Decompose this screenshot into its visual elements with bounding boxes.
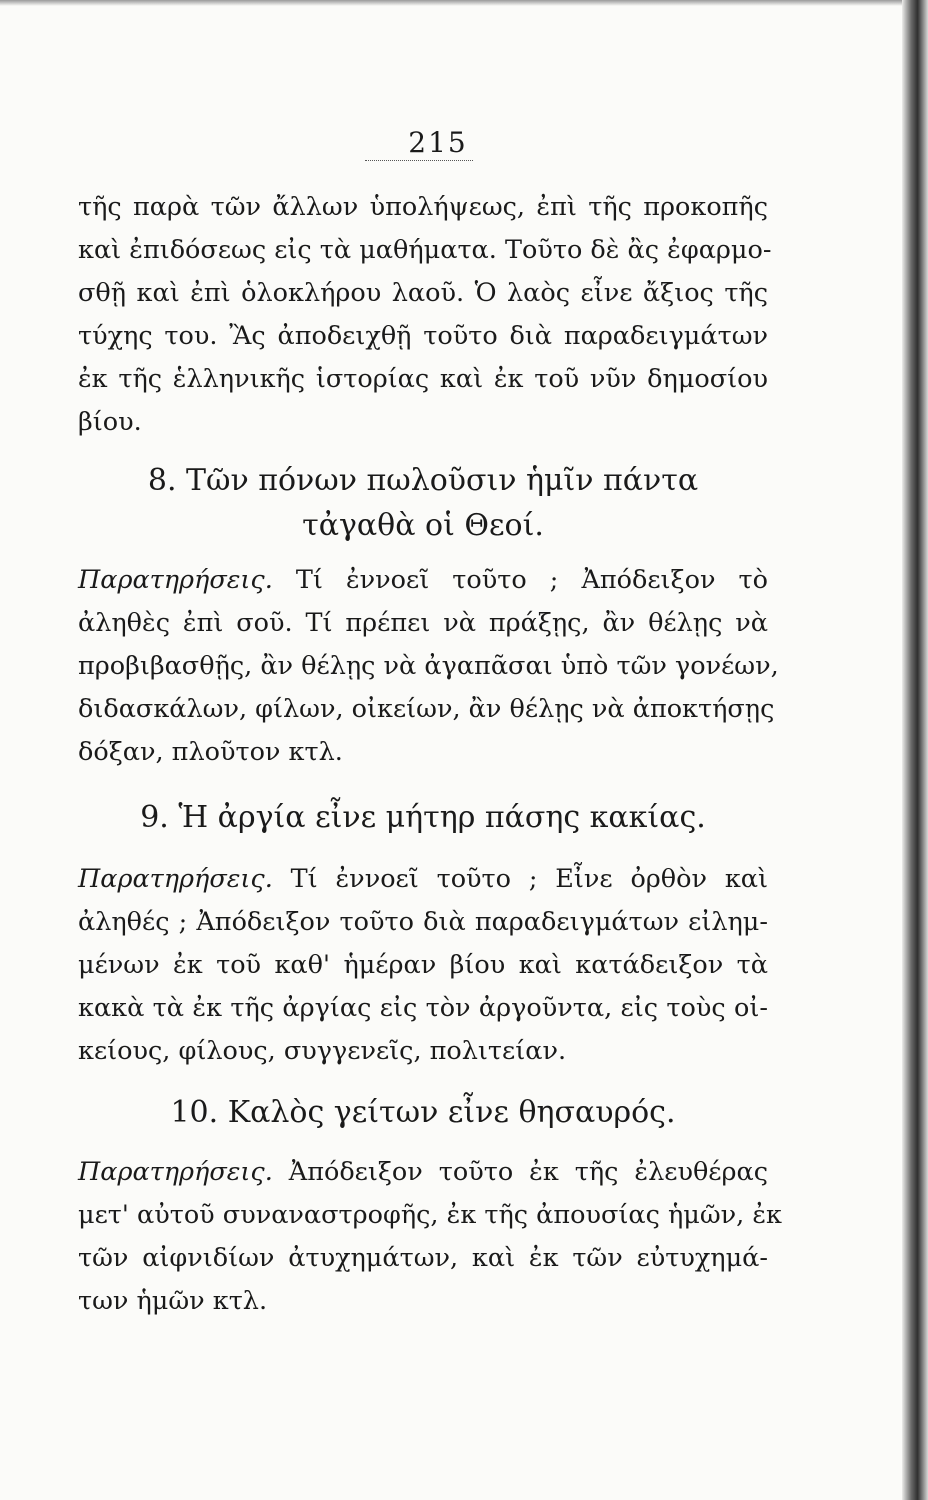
text-line: ἀληθές ; Ἀπόδειξον τοῦτο διὰ παραδειγμάτων εἰλημ- bbox=[78, 907, 768, 937]
text-line: σθῇ καὶ ἐπὶ ὁλοκλήρου λαοῦ. Ὁ λαὸς εἶνε ἄξιος τῆς bbox=[78, 278, 768, 308]
text-line: μετ' αὐτοῦ συναναστροφῆς, ἐκ τῆς ἀπουσίας ἡμῶν, ἐκ bbox=[78, 1200, 782, 1230]
section-10-heading bbox=[78, 1090, 768, 1135]
observations-label: Παρατηρήσεις. bbox=[78, 565, 273, 595]
section-9-paragraph bbox=[78, 858, 768, 1073]
text-line: τῆς παρὰ τῶν ἄλλων ὑπολήψεως, ἐπὶ τῆς προκοπῆς bbox=[78, 192, 768, 222]
section-8-heading bbox=[78, 458, 768, 548]
text-span: Ἀπόδειξον τοῦτο ἐκ τῆς ἐλευθέρας bbox=[288, 1157, 769, 1187]
observations-label: Παρατηρήσεις. bbox=[78, 1157, 273, 1187]
text-line bbox=[78, 858, 768, 901]
page-number-rule bbox=[365, 160, 473, 161]
intro-paragraph bbox=[78, 186, 772, 444]
text-line: καὶ ἐπιδόσεως εἰς τὰ μαθήματα. Τοῦτο δὲ ἂς ἐφαρμο- bbox=[78, 235, 772, 265]
text-line: τύχης του. Ἂς ἀποδειχθῇ τοῦτο διὰ παραδειγμάτων bbox=[78, 321, 768, 351]
heading-line: 10. Καλὸς γείτων εἶνε θησαυρός. bbox=[170, 1095, 676, 1130]
text-line: τῶν αἰφνιδίων ἀτυχημάτων, καὶ ἐκ τῶν εὐτυχημά- bbox=[78, 1243, 768, 1273]
heading-line: 9. Ἡ ἀργία εἶνε μήτηρ πάσης κακίας. bbox=[140, 800, 706, 835]
text-span: Τί ἐννοεῖ τοῦτο ; Ἀπόδειξον τὸ bbox=[295, 565, 768, 595]
text-span: Τί ἐννοεῖ τοῦτο ; Εἶνε ὀρθὸν καὶ bbox=[290, 864, 768, 894]
heading-line: τἀγαθὰ οἱ Θεοί. bbox=[302, 508, 544, 543]
text-line bbox=[78, 559, 768, 602]
observations-label: Παρατηρήσεις. bbox=[78, 864, 273, 894]
book-spine-edge bbox=[902, 0, 928, 1500]
text-line: των ἡμῶν κτλ. bbox=[78, 1286, 268, 1316]
section-8-paragraph bbox=[78, 559, 779, 774]
text-line: κακὰ τὰ ἐκ τῆς ἀργίας εἰς τὸν ἀργοῦντα, εἰς τοὺς οἰ- bbox=[78, 993, 768, 1023]
page-number: 215 bbox=[408, 126, 468, 159]
text-line: διδασκάλων, φίλων, οἰκείων, ἂν θέλῃς νὰ ἀποκτήσῃς bbox=[78, 694, 775, 724]
section-9-heading bbox=[78, 795, 768, 840]
text-line: ἀληθὲς ἐπὶ σοῦ. Τί πρέπει νὰ πράξῃς, ἂν θέλῃς νὰ bbox=[78, 608, 768, 638]
heading-line: 8. Τῶν πόνων πωλοῦσιν ἡμῖν πάντα bbox=[147, 463, 699, 498]
page-top-edge bbox=[0, 0, 902, 6]
section-10-paragraph bbox=[78, 1151, 782, 1323]
text-line: βίου. bbox=[78, 407, 142, 437]
text-line: ἐκ τῆς ἑλληνικῆς ἱστορίας καὶ ἐκ τοῦ νῦν δημοσίου bbox=[78, 364, 768, 394]
text-line: προβιβασθῇς, ἂν θέλῃς νὰ ἀγαπᾶσαι ὑπὸ τῶν γονέων, bbox=[78, 651, 779, 681]
text-line: δόξαν, πλοῦτον κτλ. bbox=[78, 737, 343, 767]
text-line bbox=[78, 1151, 768, 1194]
text-line: κείους, φίλους, συγγενεῖς, πολιτείαν. bbox=[78, 1036, 567, 1066]
text-line: μένων ἐκ τοῦ καθ' ἡμέραν βίου καὶ κατάδειξον τὰ bbox=[78, 950, 768, 980]
